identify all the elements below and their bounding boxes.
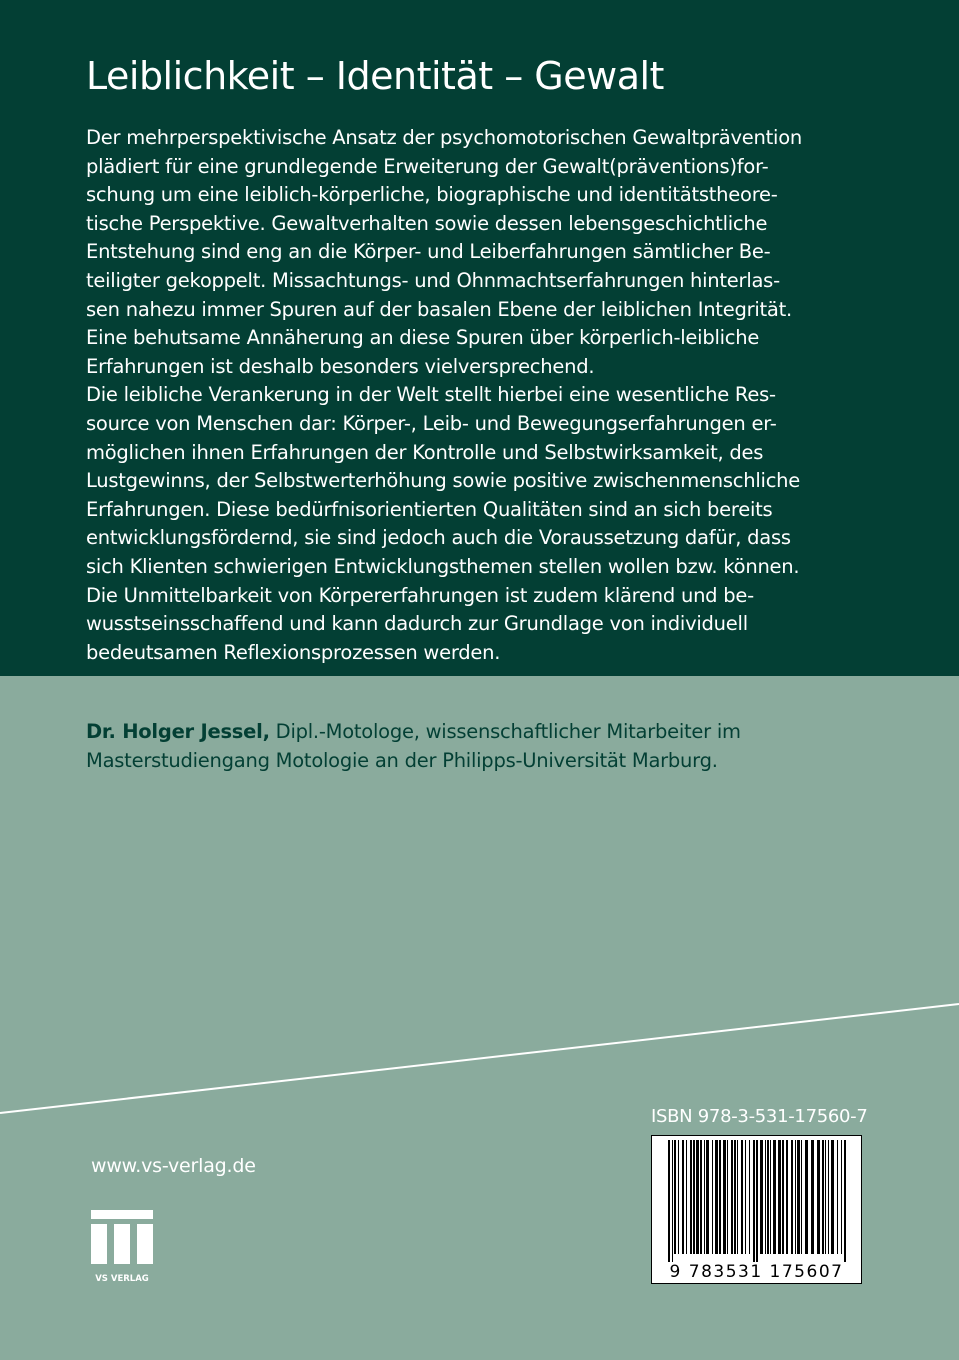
barcode-bar bbox=[749, 1140, 750, 1254]
barcode-bar bbox=[672, 1140, 673, 1262]
barcode-bar bbox=[841, 1140, 842, 1254]
barcode-bar bbox=[704, 1140, 705, 1254]
barcode-bar bbox=[719, 1140, 721, 1254]
author-name: Dr. Holger Jessel, bbox=[86, 720, 270, 743]
barcode-bar bbox=[734, 1140, 736, 1254]
barcode-bar bbox=[773, 1140, 776, 1254]
publisher-logo-icon bbox=[91, 1208, 153, 1270]
barcode-digits: 9 783531 175607 bbox=[669, 1262, 844, 1282]
barcode-bar bbox=[822, 1140, 824, 1254]
barcode-bar bbox=[805, 1140, 808, 1254]
publisher-website: www.vs-verlag.de bbox=[91, 1155, 256, 1177]
barcode bbox=[651, 1135, 862, 1284]
barcode-bar bbox=[756, 1140, 758, 1262]
barcode-bar bbox=[674, 1140, 676, 1254]
barcode-bar bbox=[791, 1140, 793, 1254]
barcode-bar bbox=[745, 1140, 746, 1254]
barcode-bar bbox=[690, 1140, 692, 1254]
barcode-bar bbox=[682, 1140, 684, 1254]
barcode-bar bbox=[801, 1140, 802, 1254]
barcode-bar bbox=[737, 1140, 738, 1254]
blurb-line: Eine behutsame Annäherung an diese Spuren über körperlich-leibliche bbox=[86, 326, 760, 350]
barcode-bar bbox=[782, 1140, 784, 1254]
barcode-bar bbox=[797, 1140, 800, 1254]
barcode-bar bbox=[712, 1140, 713, 1254]
author-description-2: Masterstudiengang Motologie an der Philipps-Universität Marburg. bbox=[86, 748, 718, 772]
barcode-bar bbox=[760, 1140, 763, 1254]
publisher-logo bbox=[91, 1208, 153, 1284]
barcode-bar bbox=[686, 1140, 687, 1254]
blurb-line: sich Klienten schwierigen Entwicklungsthemen stellen wollen bzw. können. bbox=[86, 554, 800, 578]
barcode-bar bbox=[678, 1140, 679, 1254]
barcode-bar bbox=[767, 1140, 769, 1254]
isbn-label: ISBN 978-3-531-17560-7 bbox=[651, 1106, 868, 1127]
barcode-bar bbox=[828, 1140, 829, 1254]
barcode-bars bbox=[652, 1136, 861, 1283]
blurb-line: Erfahrungen ist deshalb besonders vielversprechend. bbox=[86, 354, 595, 378]
barcode-bar bbox=[786, 1140, 788, 1254]
blurb-line: source von Menschen dar: Körper-, Leib- und Bewegungserfahrungen er- bbox=[86, 411, 777, 435]
blurb-line: Die leibliche Verankerung in der Welt stellt hierbei eine wesentliche Res- bbox=[86, 383, 776, 407]
barcode-bar bbox=[706, 1140, 709, 1254]
blurb-line: Die Unmittelbarkeit von Körpererfahrungen ist zudem klärend und be- bbox=[86, 583, 754, 607]
barcode-bar bbox=[837, 1140, 838, 1254]
blurb-line: schung um eine leiblich-körperliche, biographische und identitätstheore- bbox=[86, 183, 778, 207]
barcode-bar bbox=[693, 1140, 695, 1254]
barcode-bar bbox=[778, 1140, 781, 1254]
barcode-bar bbox=[715, 1140, 718, 1254]
blurb-line: Der mehrperspektivische Ansatz der psychomotorischen Gewaltprävention bbox=[86, 126, 802, 149]
barcode-bar bbox=[753, 1140, 755, 1262]
barcode-bar bbox=[741, 1140, 743, 1254]
blurb-line: Lustgewinns, der Selbstwerterhöhung sowie positive zwischenmenschliche bbox=[86, 469, 801, 493]
barcode-bar bbox=[811, 1140, 814, 1254]
blurb-line: sen nahezu immer Spuren auf der basalen Ebene der leiblichen Integrität. bbox=[86, 297, 792, 321]
blurb-line: Erfahrungen. Diese bedürfnisorientierten Qualitäten sind an sich bereits bbox=[86, 497, 773, 521]
blurb-line: wusstseinsschaffend und kann dadurch zur Grundlage von individuell bbox=[86, 612, 748, 636]
author-description-1: Dipl.-Motologe, wissenschaftlicher Mitarbeiter im bbox=[269, 720, 741, 743]
book-title: Leiblichkeit – Identität – Gewalt bbox=[86, 54, 664, 98]
barcode-bar bbox=[668, 1140, 670, 1262]
barcode-bar bbox=[731, 1140, 733, 1254]
blurb-line: Entstehung sind eng an die Körper- und Leiberfahrungen sämtlicher Be- bbox=[86, 240, 771, 264]
barcode-bar bbox=[696, 1140, 699, 1254]
barcode-bar bbox=[831, 1140, 834, 1254]
blurb-line: teiligter gekoppelt. Missachtungs- und Ohnmachtserfahrungen hinterlas- bbox=[86, 268, 780, 292]
barcode-bar bbox=[795, 1140, 796, 1254]
barcode-bar bbox=[770, 1140, 771, 1254]
blurb-line: tische Perspektive. Gewaltverhalten sowie dessen lebensgeschichtliche bbox=[86, 211, 768, 235]
blurb-line: entwicklungsfördernd, sie sind jedoch auch die Voraussetzung dafür, dass bbox=[86, 526, 791, 550]
barcode-bar bbox=[844, 1140, 846, 1262]
blurb-line: plädiert für eine grundlegende Erweiterung der Gewalt(präventions)for- bbox=[86, 154, 769, 178]
barcode-bar bbox=[817, 1140, 820, 1254]
barcode-bar bbox=[825, 1140, 826, 1254]
barcode-bar bbox=[765, 1140, 766, 1254]
barcode-bar bbox=[723, 1140, 726, 1254]
blurb-line: möglichen ihnen Erfahrungen der Kontrolle und Selbstwirksamkeit, des bbox=[86, 440, 764, 464]
barcode-bar bbox=[700, 1140, 702, 1254]
blurb-line: bedeutsamen Reflexionsprozessen werden. bbox=[86, 640, 501, 664]
publisher-logo-text: VS VERLAG bbox=[95, 1274, 149, 1284]
barcode-bar bbox=[727, 1140, 728, 1254]
